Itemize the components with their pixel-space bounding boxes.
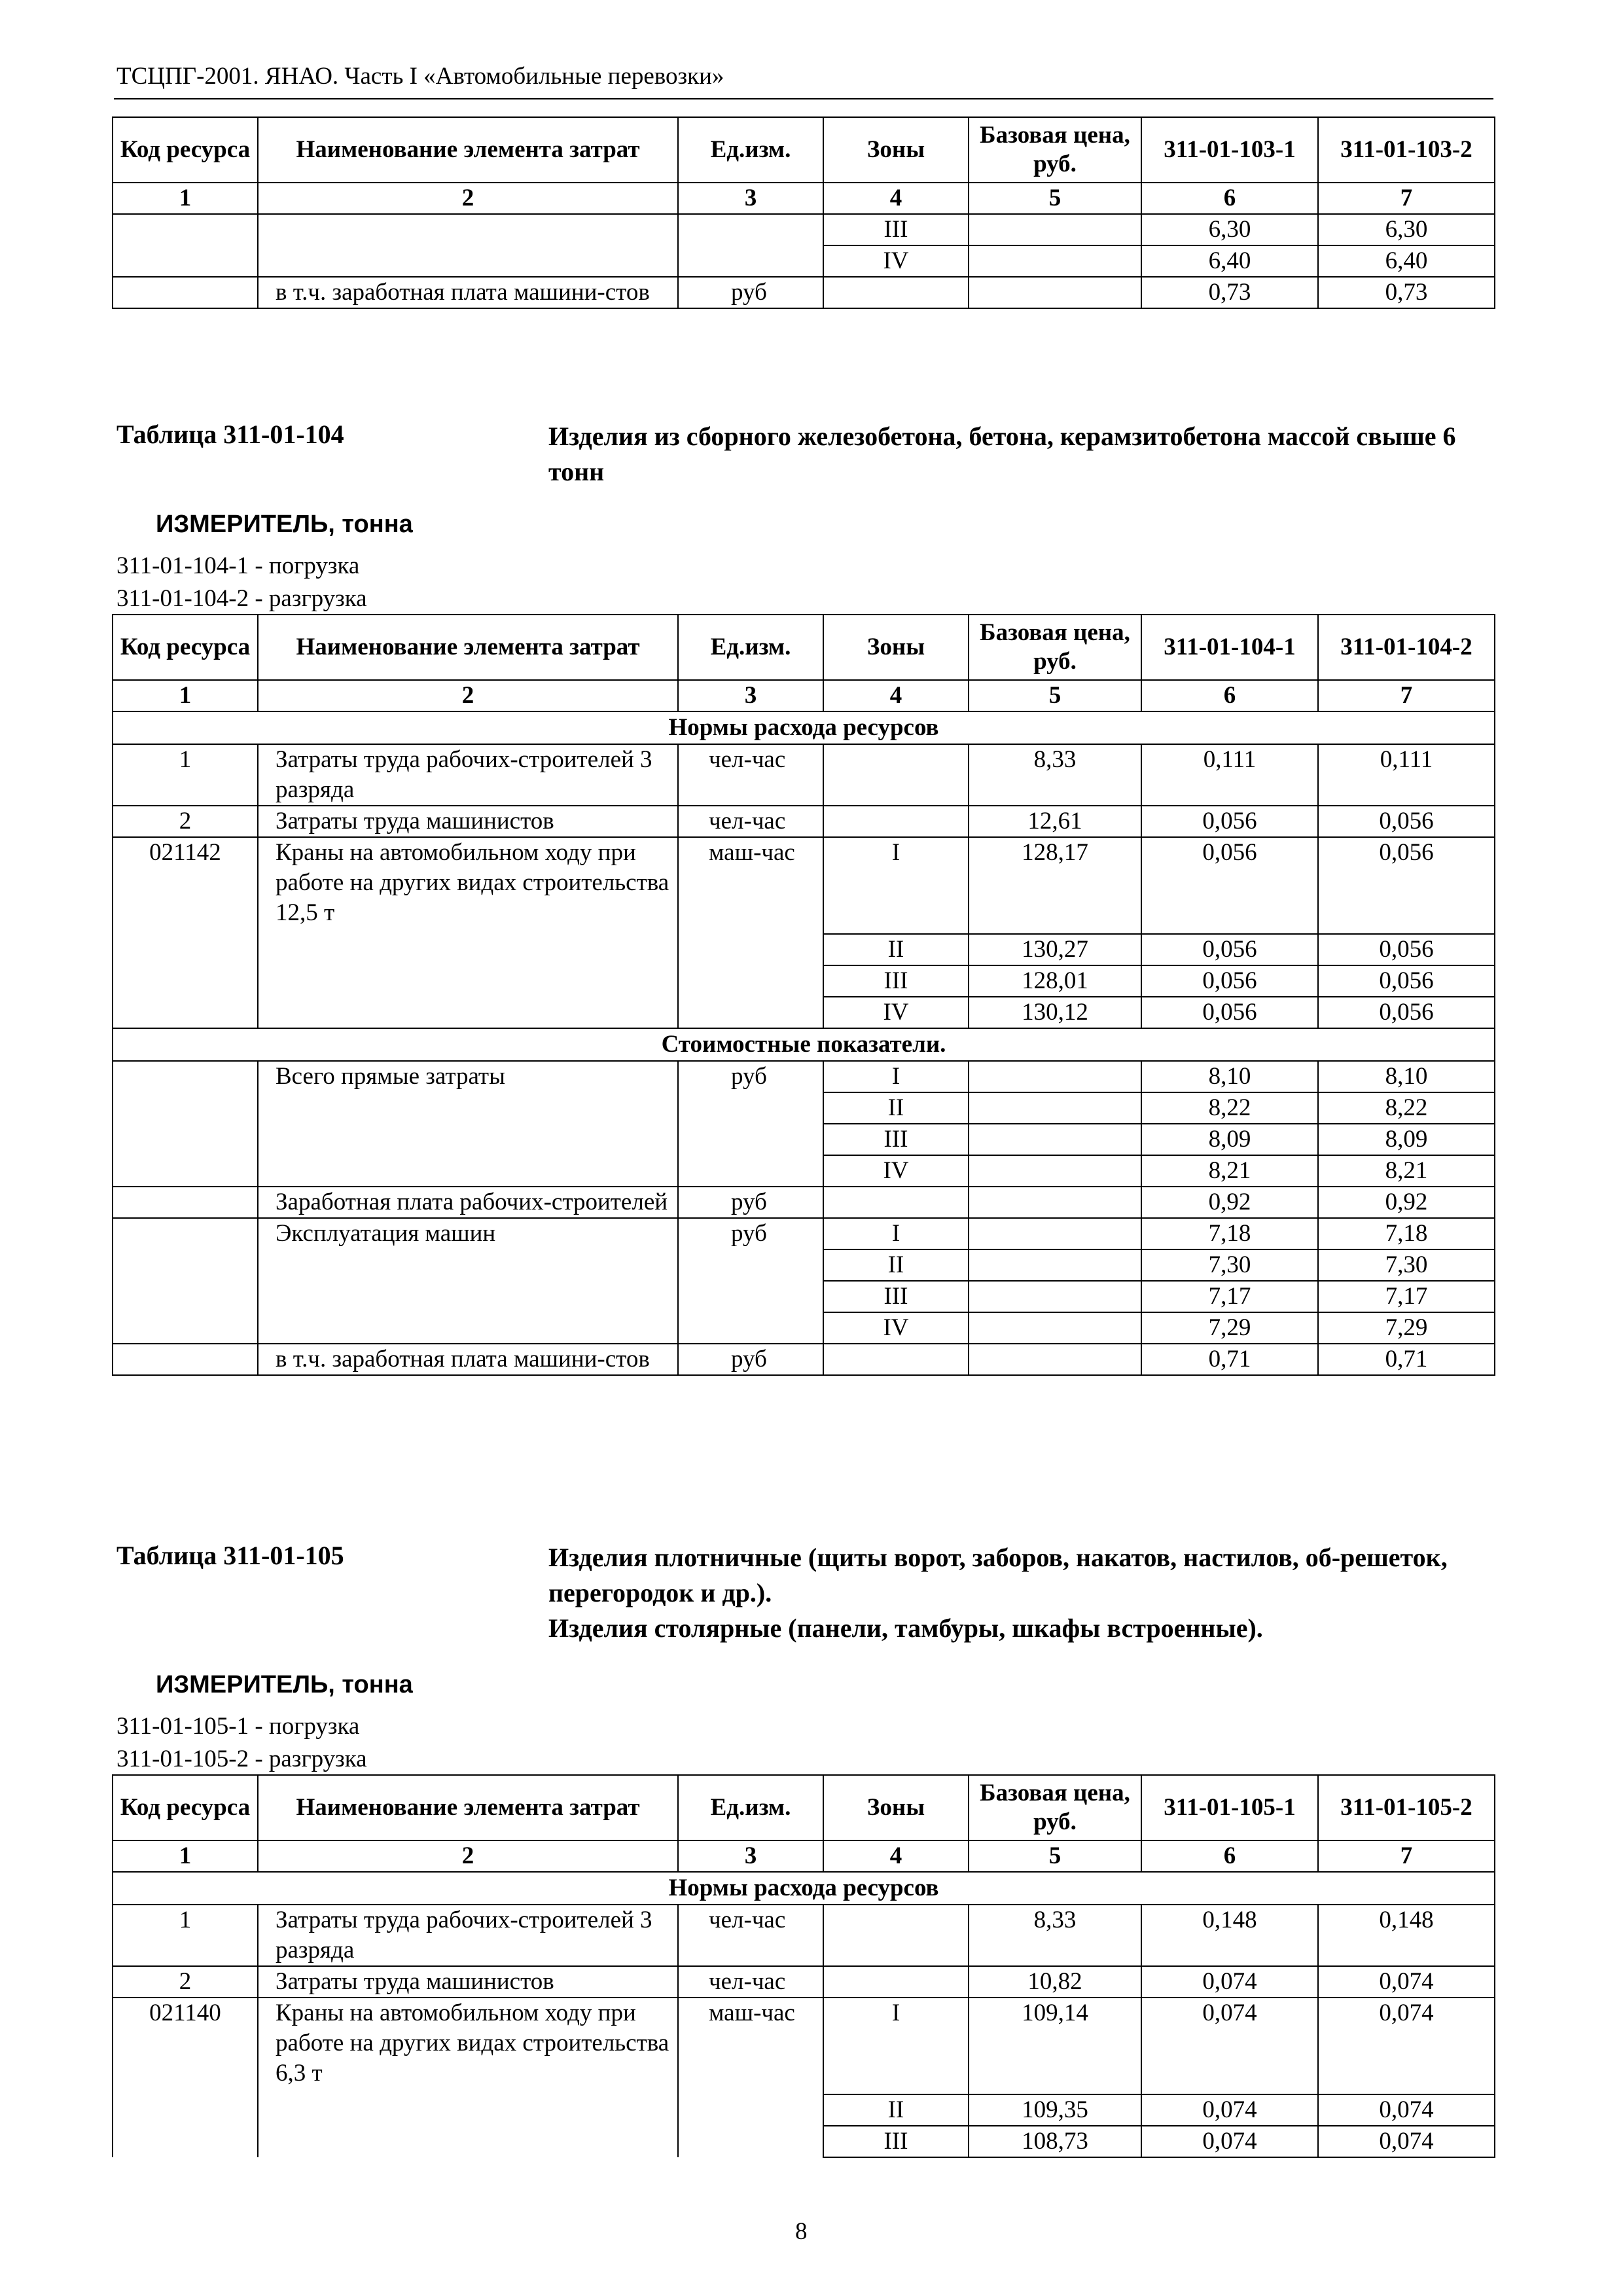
col-header-code-1: 311-01-104-1 (1141, 615, 1318, 680)
section-norms: Нормы расхода ресурсов (113, 711, 1495, 744)
table-row: II 7,30 7,30 (113, 1249, 1495, 1281)
table-row: Заработная плата рабочих-строителей руб 0,92 0,92 (113, 1187, 1495, 1218)
table-311-01-103 (112, 117, 1495, 309)
table-row: 021142 Краны на автомобильном ходу при работе на других видах строительства 12,5 т маш-час I 128,17 0,056 0,056 (113, 837, 1495, 934)
section-norms: Нормы расхода ресурсов (113, 1872, 1495, 1905)
measure-label-104: ИЗМЕРИТЕЛЬ, тонна (156, 511, 413, 538)
col-header-name: Наименование элемента затрат (258, 1775, 678, 1840)
code-line: 311-01-104-2 - разгрузка (116, 585, 367, 612)
page-number: 8 (795, 2218, 808, 2245)
col-header-zones: Зоны (823, 615, 969, 680)
col-header-code: Код ресурса (113, 1775, 258, 1840)
code-list-104 (116, 550, 367, 615)
table-row: III 108,73 0,074 0,074 (113, 2126, 1495, 2157)
col-header-unit: Ед.изм. (678, 615, 823, 680)
table-row: IV 8,21 8,21 (113, 1155, 1495, 1187)
code-line: 311-01-105-2 - разгрузка (116, 1746, 367, 1772)
table-title-104: Изделия из сборного железобетона, бетона, керамзитобетона массой свыше 6 тонн (548, 422, 1456, 486)
table-row: IV 130,12 0,056 0,056 (113, 997, 1495, 1028)
col-header-unit: Ед.изм. (678, 1775, 823, 1840)
col-header-code-2: 311-01-104-2 (1318, 615, 1495, 680)
table-row: III 8,09 8,09 (113, 1124, 1495, 1155)
column-numbers-row: 1 2 3 4 5 6 7 (113, 680, 1495, 711)
measure-label-105: ИЗМЕРИТЕЛЬ, тонна (156, 1671, 413, 1698)
col-header-code-2: 311-01-103-2 (1318, 117, 1495, 183)
col-header-price: Базовая цена, руб. (969, 615, 1141, 680)
table-row: 1 Затраты труда рабочих-строителей 3 разряда чел-час 8,33 0,148 0,148 (113, 1905, 1495, 1966)
table-row: 1 Затраты труда рабочих-строителей 3 разряда чел-час 8,33 0,111 0,111 (113, 744, 1495, 806)
col-header-zones: Зоны (823, 1775, 969, 1840)
table-title-105: Изделия плотничные (щиты ворот, заборов, накатов, настилов, об-решеток, перегородок и др.). Изделия столярные (панели, тамбуры, шкафы встроенные). (548, 1543, 1448, 1643)
code-list-105 (116, 1710, 367, 1776)
col-header-name: Наименование элемента затрат (258, 117, 678, 183)
table-row: IV 7,29 7,29 (113, 1312, 1495, 1344)
table-row: Эксплуатация машин руб I 7,18 7,18 (113, 1218, 1495, 1249)
table-row: II 109,35 0,074 0,074 (113, 2094, 1495, 2126)
header-rule (114, 98, 1493, 99)
table-row: в т.ч. заработная плата машини-стов руб 0,73 0,73 (113, 277, 1495, 308)
col-header-code-1: 311-01-105-1 (1141, 1775, 1318, 1840)
code-line: 311-01-104-1 - погрузка (116, 552, 360, 579)
col-header-code: Код ресурса (113, 615, 258, 680)
table-row: III 6,30 6,30 (113, 214, 1495, 245)
col-header-zones: Зоны (823, 117, 969, 183)
code-line: 311-01-105-1 - погрузка (116, 1713, 360, 1740)
table-row: 2 Затраты труда машинистов чел-час 10,82 0,074 0,074 (113, 1966, 1495, 1998)
column-numbers-row: 1 2 3 4 5 6 7 (113, 183, 1495, 214)
col-header-code-2: 311-01-105-2 (1318, 1775, 1495, 1840)
table-row: Всего прямые затраты руб I 8,10 8,10 (113, 1061, 1495, 1092)
col-header-code-1: 311-01-103-1 (1141, 117, 1318, 183)
table-311-01-105 (112, 1774, 1495, 2158)
col-header-unit: Ед.изм. (678, 117, 823, 183)
table-label-104: Таблица 311-01-104 (116, 420, 344, 449)
table-row: IV 6,40 6,40 (113, 245, 1495, 277)
page-header: ТСЦПГ-2001. ЯНАО. Часть I «Автомобильные перевозки» (116, 63, 724, 90)
col-header-price: Базовая цена, руб. (969, 117, 1141, 183)
table-row: 021140 Краны на автомобильном ходу при работе на других видах строительства 6,3 т маш-час I 109,14 0,074 0,074 (113, 1998, 1495, 2094)
table-row: III 7,17 7,17 (113, 1281, 1495, 1312)
column-numbers-row: 1 2 3 4 5 6 7 (113, 1840, 1495, 1872)
section-costs: Стоимостные показатели. (113, 1028, 1495, 1061)
col-header-name: Наименование элемента затрат (258, 615, 678, 680)
table-row: в т.ч. заработная плата машини-стов руб 0,71 0,71 (113, 1344, 1495, 1375)
table-label-105: Таблица 311-01-105 (116, 1541, 344, 1570)
col-header-price: Базовая цена, руб. (969, 1775, 1141, 1840)
table-row: II 130,27 0,056 0,056 (113, 934, 1495, 965)
table-311-01-104 (112, 614, 1495, 1376)
table-row: III 128,01 0,056 0,056 (113, 965, 1495, 997)
table-row: 2 Затраты труда машинистов чел-час 12,61 0,056 0,056 (113, 806, 1495, 837)
table-row: II 8,22 8,22 (113, 1092, 1495, 1124)
col-header-code: Код ресурса (113, 117, 258, 183)
